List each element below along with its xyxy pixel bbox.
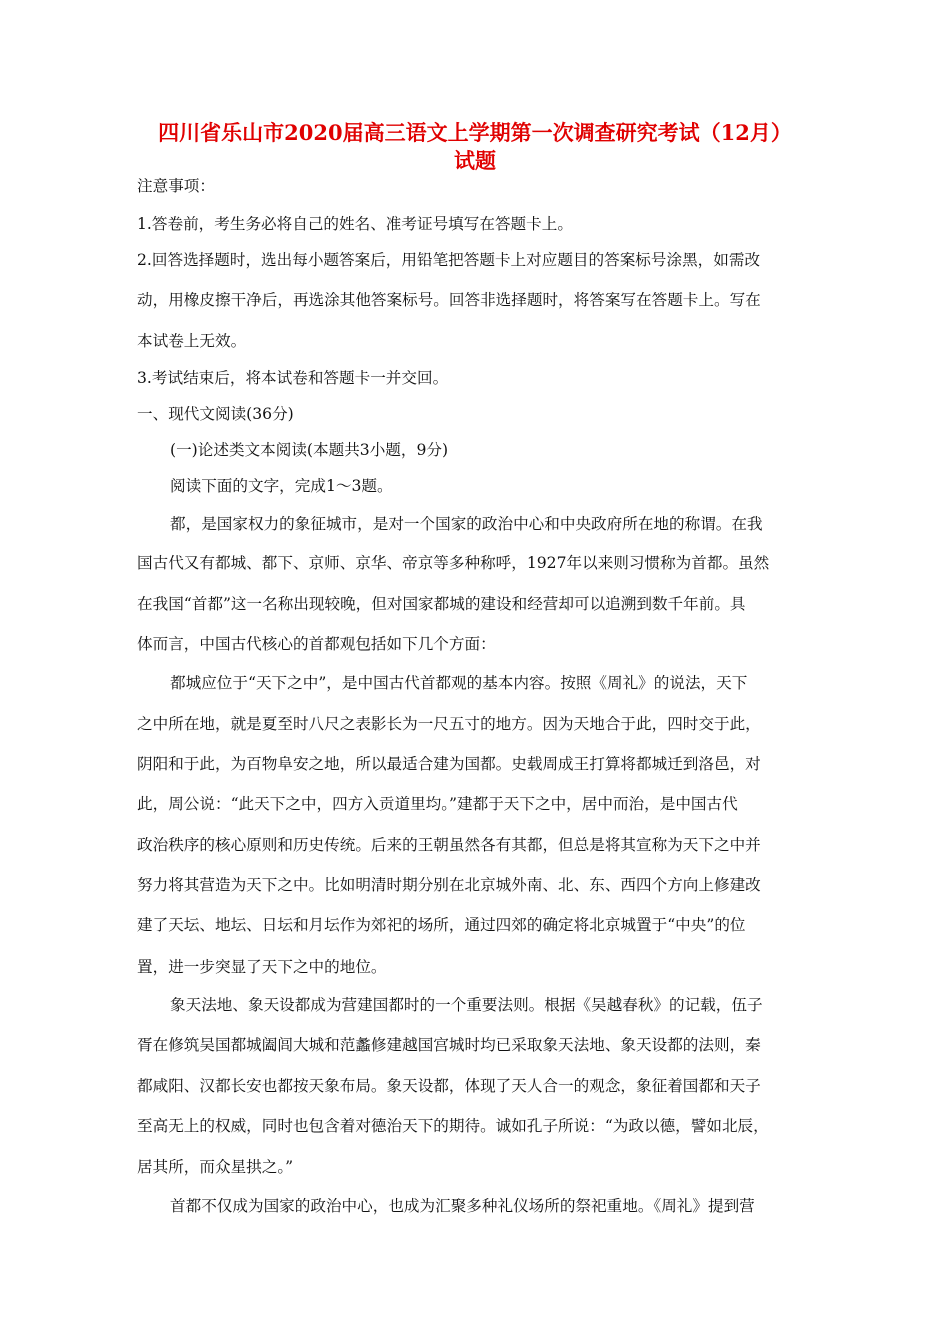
text-line: 建了天坛、地坛、日坛和月坛作为郊祀的场所，通过四郊的确定将北京城置于“中央”的位 (137, 916, 746, 934)
text-line: 本试卷上无效。 (137, 332, 247, 350)
notice-item-3: 3.考试结束后，将本试卷和答题卡一并交回。 (137, 369, 449, 387)
text-line: 努力将其营造为天下之中。比如明清时期分别在北京城外南、北、东、西四个方向上修建改 (137, 876, 761, 894)
text-line: 首都不仅成为国家的政治中心，也成为汇聚多种礼仪场所的祭祀重地。《周礼》提到营 (170, 1197, 755, 1215)
text-line: 国古代又有都城、都下、京师、京华、帝京等多种称呼，1927年以来则习惯称为首都。虽然 (137, 554, 770, 572)
text-line: 阴阳和于此，为百物阜安之地，所以最适合建为国都。史载周成王打算将都城迁到洛邑，对 (137, 755, 761, 773)
text-line: 置，进一步突显了天下之中的地位。 (137, 958, 387, 976)
text-line: 居其所，而众星拱之。” (137, 1158, 294, 1176)
subsection-heading: (一)论述类文本阅读(本题共3小题，9分) (170, 441, 449, 459)
text-line: 此，周公说：“此天下之中，四方入贡道里均。”建都于天下之中，居中而治，是中国古代 (137, 795, 738, 813)
title-line-2: 试题 (454, 148, 496, 173)
text-line: 胥在修筑吴国都城阖闾大城和范蠡修建越国宫城时均已采取象天法地、象天设都的法则，秦 (137, 1036, 761, 1054)
text-line: 之中所在地，就是夏至时八尺之表影长为一尺五寸的地方。因为天地合于此，四时交于此， (137, 715, 761, 733)
text-line: 都城应位于“天下之中”，是中国古代首都观的基本内容。按照《周礼》的说法，天下 (170, 674, 748, 692)
instruction-line: 阅读下面的文字，完成1～3题。 (170, 477, 393, 495)
notice-item-1: 1.答卷前，考生务必将自己的姓名、准考证号填写在答题卡上。 (137, 215, 573, 233)
text-line: 在我国“首都”这一名称出现较晚，但对国家都城的建设和经营却可以追溯到数千年前。具 (137, 595, 746, 613)
text-line: 动，用橡皮擦干净后，再选涂其他答案标号。回答非选择题时，将答案写在答题卡上。写在 (137, 291, 761, 309)
title-line-1: 四川省乐山市2020届高三语文上学期第一次调查研究考试（12月） (158, 120, 792, 145)
text-line: 政治秩序的核心原则和历史传统。后来的王朝虽然各有其都，但总是将其宣称为天下之中并 (137, 836, 761, 854)
notice-heading: 注意事项： (137, 177, 215, 195)
text-line: 都，是国家权力的象征城市，是对一个国家的政治中心和中央政府所在地的称谓。在我 (170, 515, 763, 533)
text-line: 象天法地、象天设都成为营建国都时的一个重要法则。根据《吴越春秋》的记载，伍子 (170, 996, 763, 1014)
text-line: 都咸阳、汉都长安也都按天象布局。象天设都，体现了天人合一的观念，象征着国都和天子 (137, 1077, 761, 1095)
notice-item-2: 2.回答选择题时，选出每小题答案后，用铅笔把答题卡上对应题目的答案标号涂黑，如需改 (137, 251, 761, 269)
section-heading: 一、现代文阅读(36分) (137, 405, 294, 423)
text-line: 至高无上的权威，同时也包含着对德治天下的期待。诚如孔子所说：“为政以德，譬如北辰， (137, 1117, 769, 1135)
text-line: 体而言，中国古代核心的首都观包括如下几个方面： (137, 635, 496, 653)
